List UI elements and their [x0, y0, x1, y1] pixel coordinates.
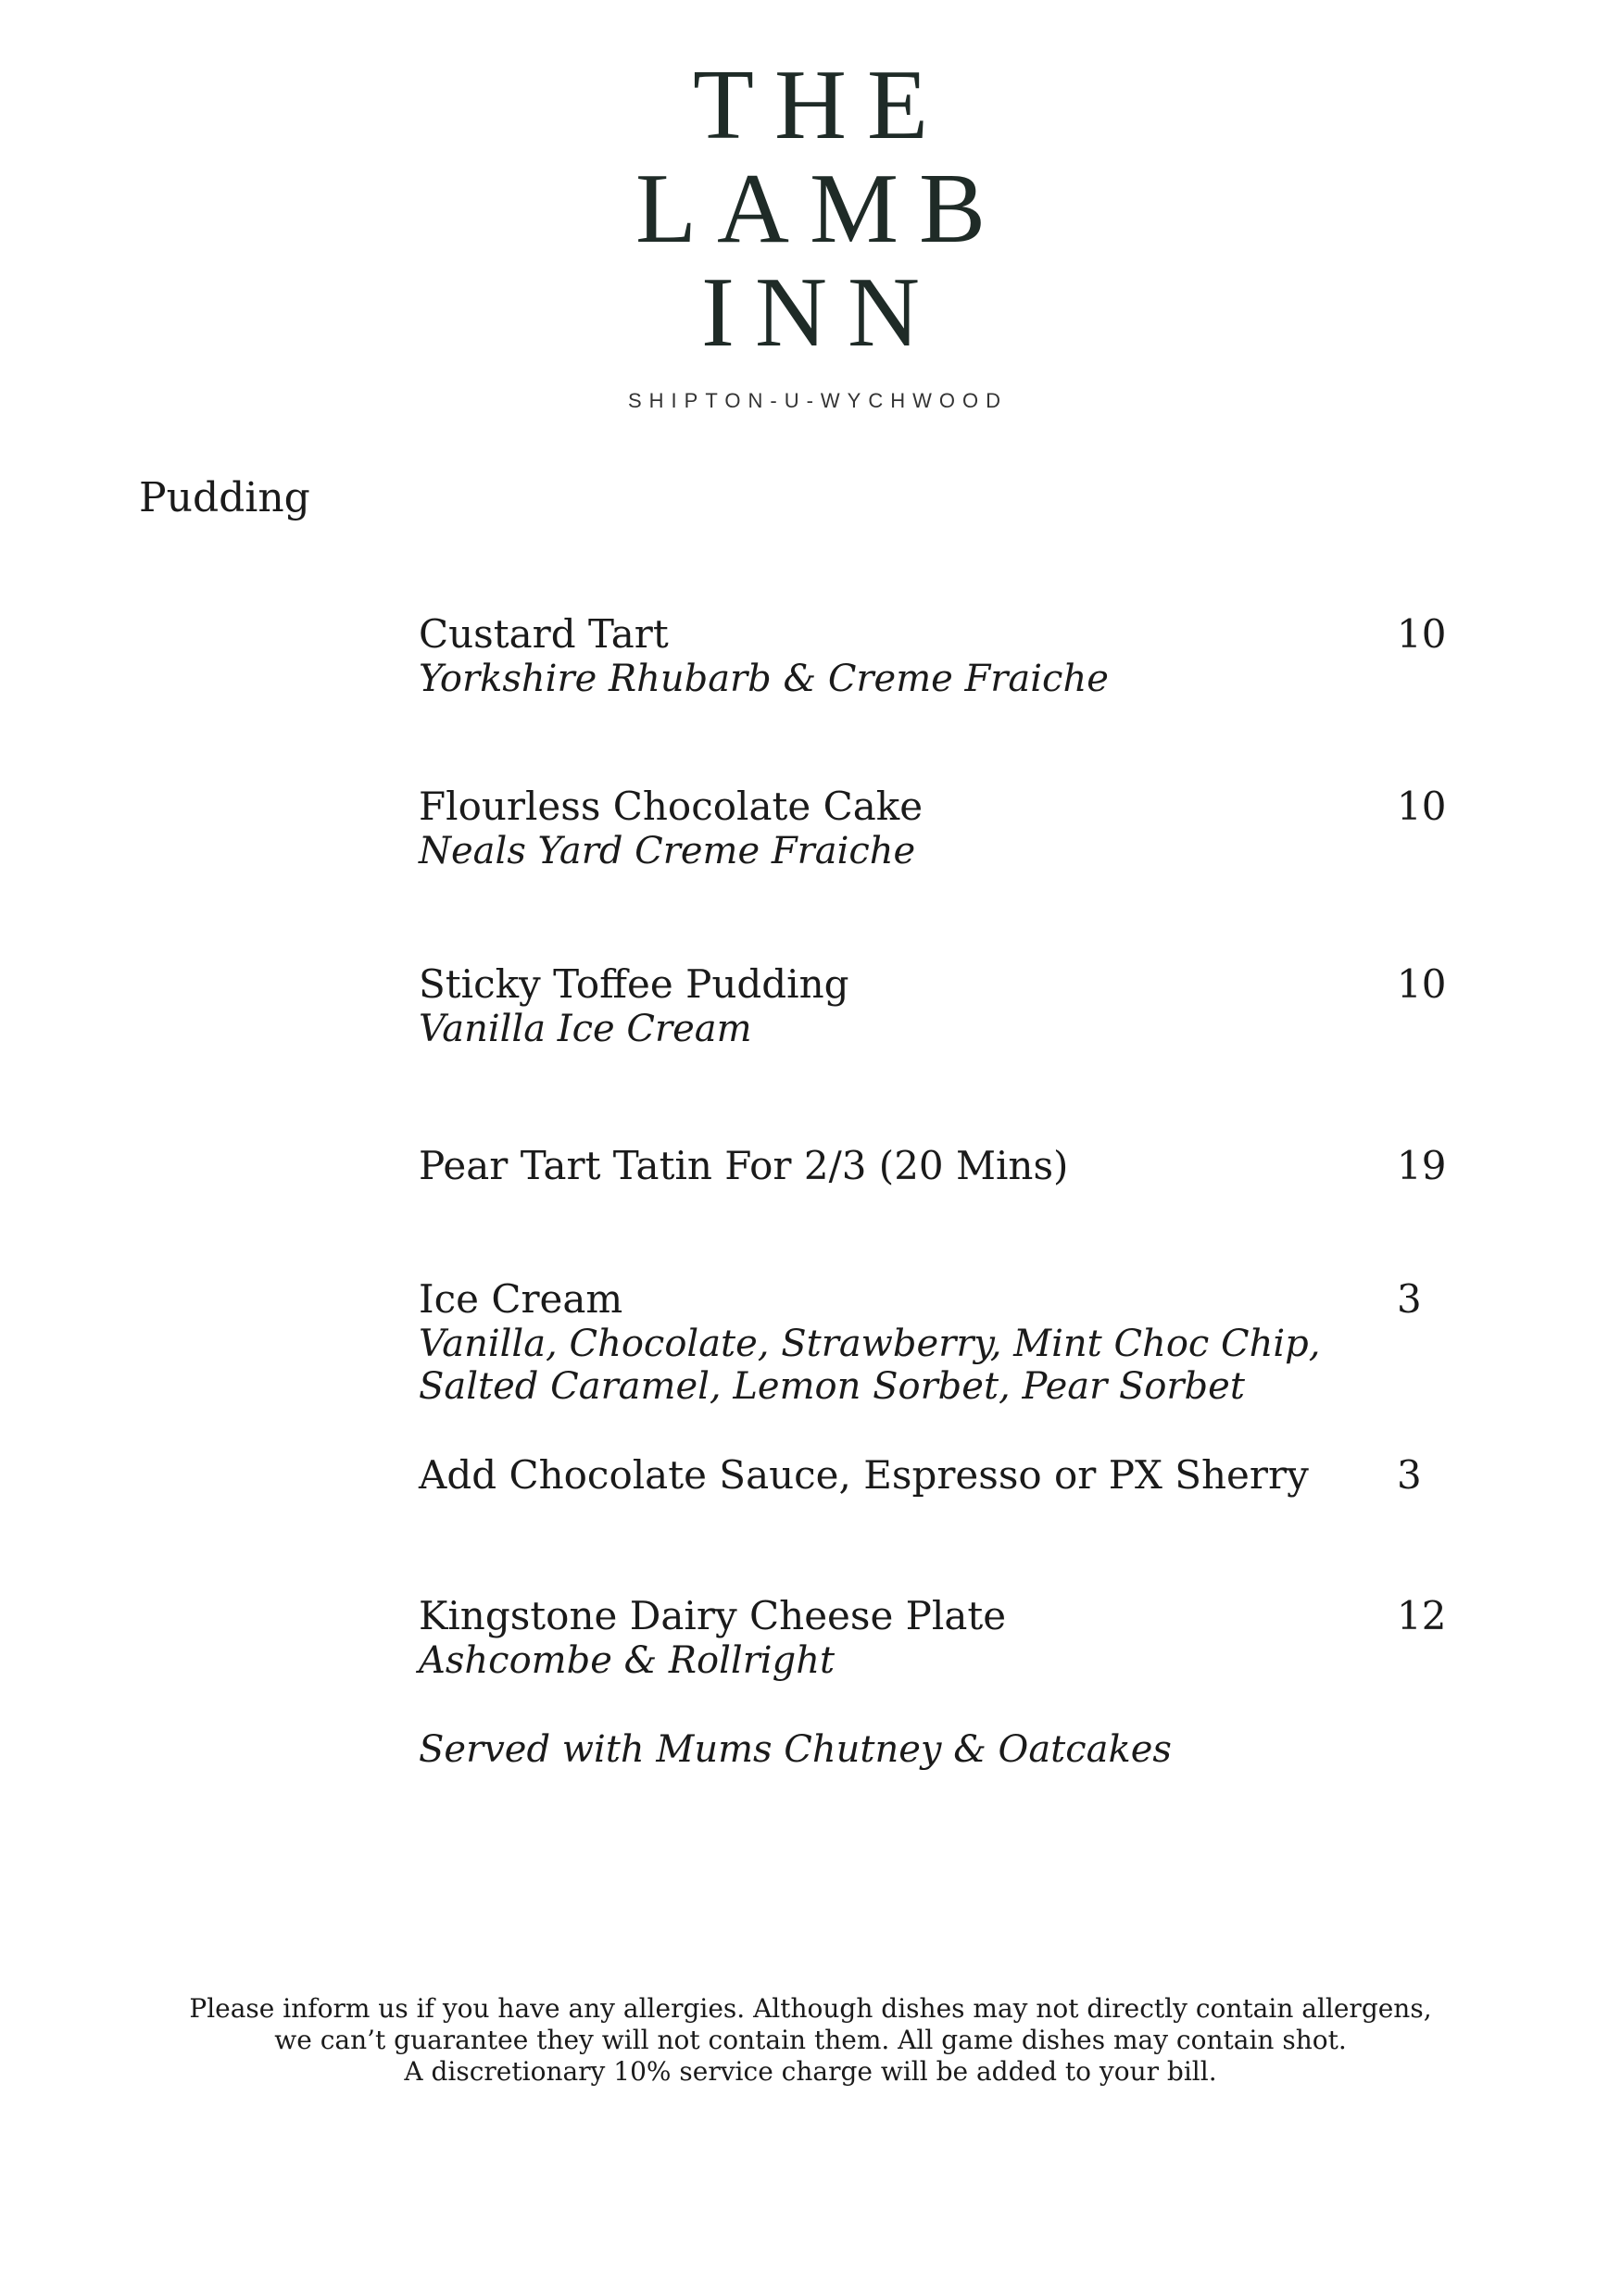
menu-item-pear-tart-tatin — [419, 1143, 1438, 1189]
item-description: Neals Yard Creme Fraiche — [419, 830, 916, 872]
served-with-note — [419, 1728, 1438, 1771]
item-price: 10 — [1397, 784, 1447, 829]
item-price: 10 — [1397, 611, 1447, 657]
menu-item-add-ons — [419, 1452, 1438, 1499]
item-description-line-2: Salted Caramel, Lemon Sorbet, Pear Sorbet — [419, 1365, 1245, 1408]
item-price: 12 — [1397, 1593, 1447, 1638]
logo-line-lamb: LAMB — [635, 154, 1007, 264]
item-description: Vanilla Ice Cream — [419, 1008, 752, 1050]
item-description: Vanilla, Chocolate, Strawberry, Mint Choc Chip, — [419, 1323, 1321, 1365]
restaurant-logo — [0, 50, 1621, 368]
item-name: Sticky Toffee Pudding — [419, 961, 849, 1007]
item-description: Yorkshire Rhubarb & Creme Fraiche — [419, 658, 1109, 700]
footer-line: A discretionary 10% service charge will be added to your bill. — [404, 2056, 1217, 2087]
logo-line-the: THE — [693, 50, 949, 160]
allergy-footer — [0, 1993, 1621, 2088]
served-with-text: Served with Mums Chutney & Oatcakes — [419, 1728, 1172, 1771]
menu-item-custard-tart — [419, 611, 1438, 700]
menu-item-flourless-chocolate-cake — [419, 784, 1438, 872]
item-price: 3 — [1397, 1452, 1422, 1498]
item-price: 19 — [1397, 1143, 1447, 1188]
item-name: Flourless Chocolate Cake — [419, 784, 924, 829]
menu-item-ice-cream — [419, 1276, 1438, 1408]
item-price: 3 — [1397, 1276, 1422, 1322]
menu-item-sticky-toffee-pudding — [419, 961, 1438, 1050]
item-name: Add Chocolate Sauce, Espresso or PX Sherry — [419, 1452, 1309, 1498]
item-name: Custard Tart — [419, 611, 669, 657]
item-name: Kingstone Dairy Cheese Plate — [419, 1593, 1007, 1638]
section-heading: Pudding — [139, 474, 310, 521]
location-subtitle: SHIPTON-U-WYCHWOOD — [627, 389, 1009, 412]
item-price: 10 — [1397, 961, 1447, 1007]
footer-line: Please inform us if you have any allergies. Although dishes may not directly contain allergens, — [189, 1993, 1432, 2024]
item-description: Ashcombe & Rollright — [419, 1639, 836, 1682]
menu-item-cheese-plate — [419, 1593, 1438, 1682]
logo-line-inn: INN — [701, 257, 940, 368]
footer-line: we can’t guarantee they will not contain them. All game dishes may contain shot. — [274, 2025, 1347, 2055]
item-name: Pear Tart Tatin For 2/3 (20 Mins) — [419, 1143, 1069, 1188]
item-name: Ice Cream — [419, 1276, 623, 1322]
